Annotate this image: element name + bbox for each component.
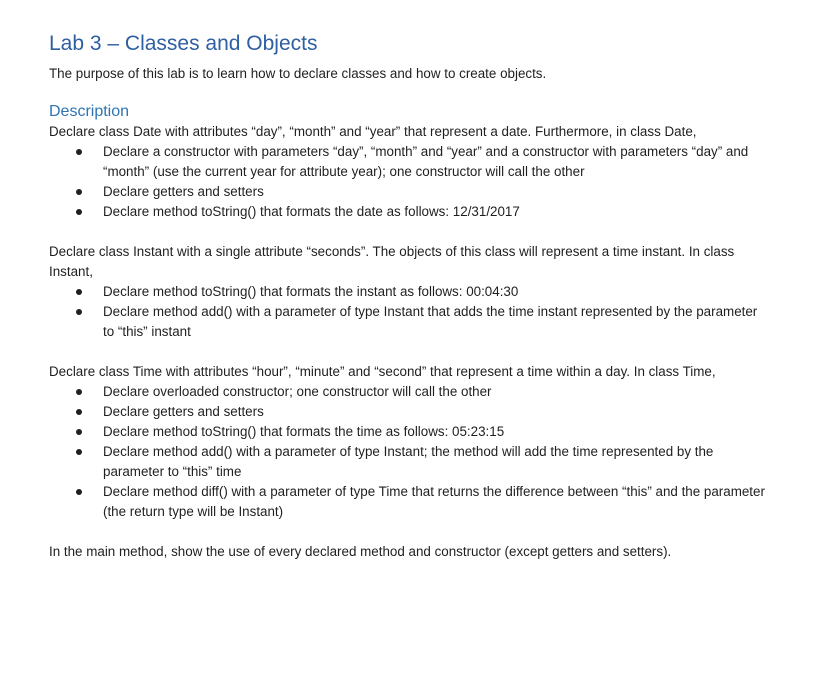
bullet-icon (76, 489, 82, 495)
bullet-icon (76, 389, 82, 395)
description-heading: Description (49, 103, 130, 120)
list-item (49, 302, 769, 342)
list-item (49, 182, 769, 202)
list-item (49, 202, 769, 222)
list-item (49, 422, 769, 442)
bullet-icon (76, 449, 82, 455)
list-item-text: Declare method add() with a parameter of type Instant; the method will add the time represented by the parameter to “this” time (103, 444, 714, 479)
section-instant-intro: Declare class Instant with a single attribute “seconds”. The objects of this class will represent a time instant. In class Instant, (49, 244, 735, 279)
list-item-text: Declare overloaded constructor; one constructor will call the other (103, 384, 492, 399)
list-item-text: Declare method add() with a parameter of type Instant that adds the time instant represented by the parameter to “this” instant (103, 304, 758, 339)
document-title: Lab 3 – Classes and Objects (49, 32, 318, 55)
document-page (49, 30, 769, 562)
bullet-icon (76, 409, 82, 415)
section-instant-list (49, 282, 769, 342)
section-date-list (49, 142, 769, 222)
purpose-paragraph: The purpose of this lab is to learn how to declare classes and how to create objects. (49, 66, 547, 81)
section-time-list (49, 382, 769, 522)
list-item-text: Declare getters and setters (103, 404, 264, 419)
bullet-icon (76, 289, 82, 295)
section-time (49, 362, 769, 522)
list-item (49, 482, 769, 522)
section-date (49, 122, 769, 222)
list-item (49, 402, 769, 422)
list-item-text: Declare getters and setters (103, 184, 264, 199)
section-instant (49, 242, 769, 342)
list-item-text: Declare method toString() that formats the date as follows: 12/31/2017 (103, 204, 520, 219)
list-item (49, 442, 769, 482)
list-item (49, 142, 769, 182)
bullet-icon (76, 189, 82, 195)
closing-paragraph: In the main method, show the use of every declared method and constructor (except getters and setters). (49, 544, 672, 559)
list-item (49, 282, 769, 302)
list-item-text: Declare method diff() with a parameter of type Time that returns the difference between “this” and the parameter (the return type will be Instant) (103, 484, 765, 519)
bullet-icon (76, 429, 82, 435)
list-item-text: Declare method toString() that formats the instant as follows: 00:04:30 (103, 284, 519, 299)
bullet-icon (76, 309, 82, 315)
bullet-icon (76, 209, 82, 215)
section-date-intro: Declare class Date with attributes “day”, “month” and “year” that represent a date. Furthermore, in class Date, (49, 124, 697, 139)
list-item (49, 382, 769, 402)
list-item-text: Declare a constructor with parameters “day”, “month” and “year” and a constructor with parameters “day” and “month” (use the current year for attribute year); one constructor will call the other (103, 144, 749, 179)
section-time-intro: Declare class Time with attributes “hour”, “minute” and “second” that represent a time within a day. In class Time, (49, 364, 716, 379)
bullet-icon (76, 149, 82, 155)
list-item-text: Declare method toString() that formats the time as follows: 05:23:15 (103, 424, 505, 439)
